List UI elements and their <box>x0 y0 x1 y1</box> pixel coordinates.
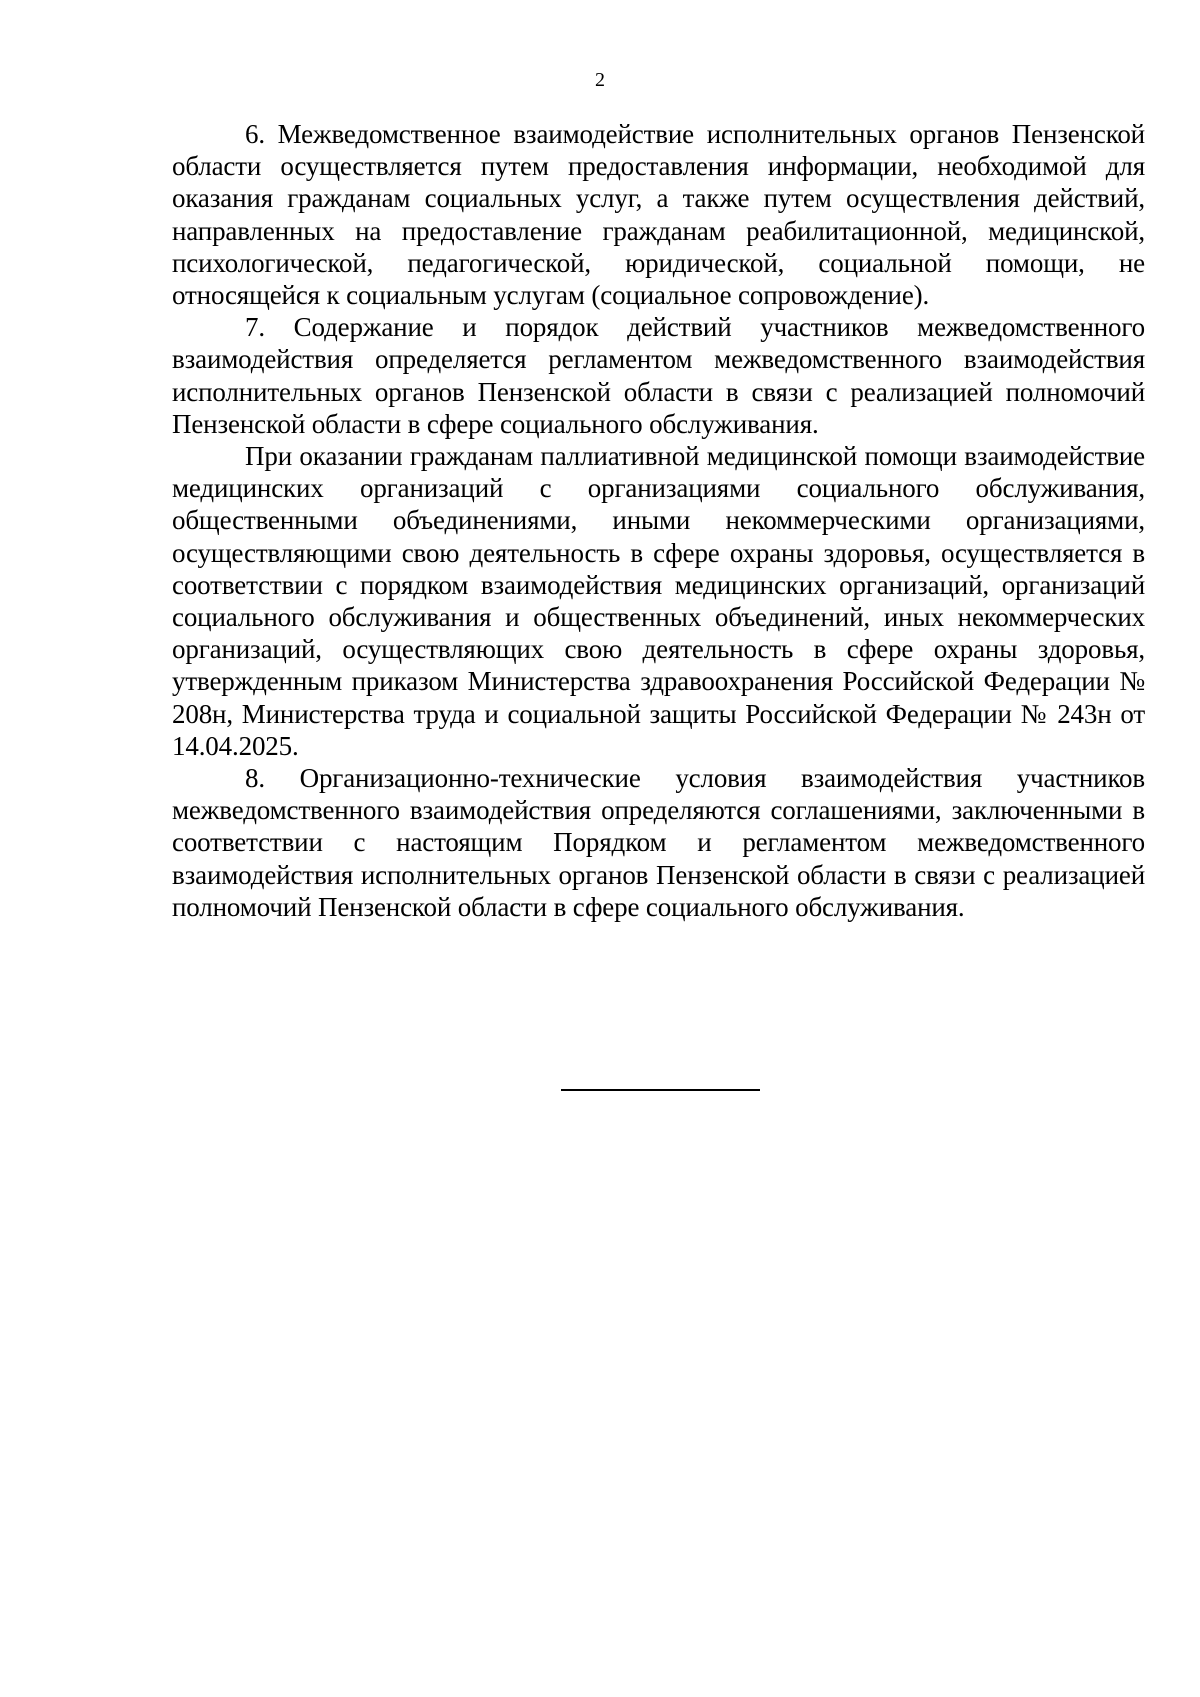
page-number: 2 <box>595 69 605 91</box>
paragraph-8: 8. Организационно-технические условия взаимодействия участников межведомственного взаимодействия определяются соглашениями, заключенными в соответствии с настоящим Порядком и регламентом межведомственного взаимодействия исполнительных органов Пензенской области в связи с реализацией полномочий Пензенской области в сфере социального обслуживания. <box>172 763 1145 922</box>
end-of-document-rule <box>561 1089 760 1091</box>
document-body <box>172 118 1145 923</box>
paragraph-palliative-care: При оказании гражданам паллиативной медицинской помощи взаимодействие медицинских организаций с организациями социального обслуживания, общественными объединениями, иными некоммерческими организациями, осуществляющими свою деятельность в сфере охраны здоровья, осуществляется в соответствии с порядком взаимодействия медицинских организаций, организаций социального обслуживания и общественных объединений, иных некоммерческих организаций, осуществляющих свою деятельность в сфере охраны здоровья, утвержденным приказом Министерства здравоохранения Российской Федерации № 208н, Министерства труда и социальной защиты Российской Федерации № 243н от 14.04.2025. <box>172 441 1145 761</box>
paragraph-7: 7. Содержание и порядок действий участников межведомственного взаимодействия определяется регламентом межведомственного взаимодействия исполнительных органов Пензенской области в связи с реализацией полномочий Пензенской области в сфере социального обслуживания. <box>172 312 1145 439</box>
paragraph-6: 6. Межведомственное взаимодействие исполнительных органов Пензенской области осуществляется путем предоставления информации, необходимой для оказания гражданам социальных услуг, а также путем осуществления действий, направленных на предоставление гражданам реабилитационной, медицинской, психологической, педагогической, юридической, социальной помощи, не относящейся к социальным услугам (социальное сопровождение). <box>172 119 1145 311</box>
